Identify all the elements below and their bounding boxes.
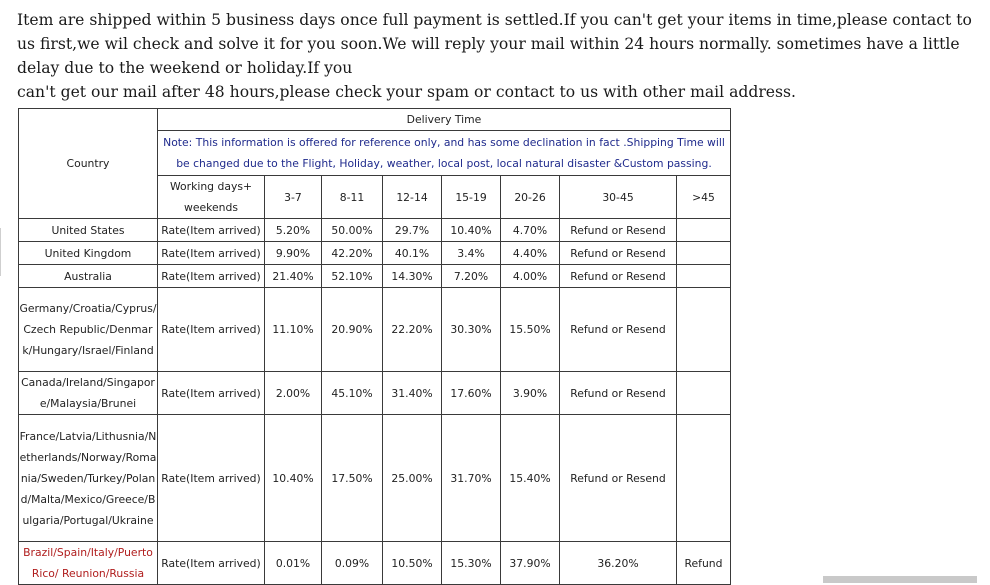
value-cell — [677, 288, 731, 372]
range-header: 30-45 — [560, 176, 677, 219]
value-cell: 17.50% — [322, 415, 383, 542]
value-cell: Refund or Resend — [560, 415, 677, 542]
delivery-time-table — [18, 108, 731, 585]
table-row — [19, 265, 731, 288]
value-cell: 4.40% — [501, 242, 560, 265]
value-cell: 22.20% — [383, 288, 442, 372]
value-cell: 0.01% — [265, 542, 322, 585]
value-cell: 21.40% — [265, 265, 322, 288]
value-cell — [677, 372, 731, 415]
value-cell: 0.09% — [322, 542, 383, 585]
value-cell — [677, 242, 731, 265]
range-header: >45 — [677, 176, 731, 219]
intro-paragraph-2: can't get our mail after 48 hours,please check your spam or contact to us with other mail address. — [17, 83, 796, 101]
rate-label-cell: Rate(Item arrived) — [158, 265, 265, 288]
value-cell: 29.7% — [383, 219, 442, 242]
table-row — [19, 288, 731, 372]
value-cell — [677, 265, 731, 288]
value-cell: Refund or Resend — [560, 288, 677, 372]
rate-label-cell: Rate(Item arrived) — [158, 242, 265, 265]
value-cell: 42.20% — [322, 242, 383, 265]
value-cell: 3.4% — [442, 242, 501, 265]
range-header: 15-19 — [442, 176, 501, 219]
range-header: 8-11 — [322, 176, 383, 219]
value-cell: 52.10% — [322, 265, 383, 288]
value-cell: 30.30% — [442, 288, 501, 372]
value-cell: 25.00% — [383, 415, 442, 542]
value-cell: 15.30% — [442, 542, 501, 585]
rate-label-cell: Rate(Item arrived) — [158, 219, 265, 242]
country-header: Country — [19, 109, 158, 219]
table-row — [19, 542, 731, 585]
value-cell: 31.40% — [383, 372, 442, 415]
value-cell: 50.00% — [322, 219, 383, 242]
country-cell: United Kingdom — [19, 242, 158, 265]
rate-label-cell: Rate(Item arrived) — [158, 542, 265, 585]
value-cell: 14.30% — [383, 265, 442, 288]
table-row — [19, 242, 731, 265]
range-header: 20-26 — [501, 176, 560, 219]
delivery-time-header: Delivery Time — [158, 109, 731, 131]
value-cell: 15.40% — [501, 415, 560, 542]
country-cell: Australia — [19, 265, 158, 288]
value-cell: Refund or Resend — [560, 242, 677, 265]
intro-paragraph-1: Item are shipped within 5 business days once full payment is settled.If you can't get your items in time,please contact to us first,we wil check and solve it for you soon.We will reply your mail within 24 hours normally. sometimes have a little delay due to the weekend or holiday.If you — [17, 11, 972, 77]
value-cell: Refund or Resend — [560, 372, 677, 415]
value-cell: 37.90% — [501, 542, 560, 585]
shipping-intro — [17, 8, 982, 104]
value-cell: 45.10% — [322, 372, 383, 415]
working-days-label: Working days+ weekends — [158, 176, 265, 219]
value-cell: 4.00% — [501, 265, 560, 288]
country-cell: Germany/Croatia/Cyprus/Czech Republic/Denmark/Hungary/Israel/Finland — [19, 288, 158, 372]
value-cell: 15.50% — [501, 288, 560, 372]
range-header: 12-14 — [383, 176, 442, 219]
value-cell: 2.00% — [265, 372, 322, 415]
value-cell: Refund or Resend — [560, 265, 677, 288]
value-cell: 10.40% — [442, 219, 501, 242]
reference-note: Note: This information is offered for reference only, and has some declination in fact .Shipping Time will be changed due to the Flight, Holiday, weather, local post, local natural disaster &Custom passing. — [158, 131, 731, 176]
value-cell: Refund — [677, 542, 731, 585]
value-cell: 10.50% — [383, 542, 442, 585]
country-cell: Brazil/Spain/Italy/Puerto Rico/ Reunion/Russia — [19, 542, 158, 585]
value-cell: 4.70% — [501, 219, 560, 242]
country-cell: Canada/Ireland/Singapore/Malaysia/Brunei — [19, 372, 158, 415]
value-cell — [677, 219, 731, 242]
scroll-indicator — [823, 576, 977, 583]
table-row — [19, 372, 731, 415]
value-cell: 20.90% — [322, 288, 383, 372]
rate-label-cell: Rate(Item arrived) — [158, 415, 265, 542]
value-cell: 40.1% — [383, 242, 442, 265]
value-cell: 3.90% — [501, 372, 560, 415]
value-cell: 9.90% — [265, 242, 322, 265]
value-cell: 10.40% — [265, 415, 322, 542]
value-cell: 31.70% — [442, 415, 501, 542]
table-row — [19, 415, 731, 542]
value-cell: 36.20% — [560, 542, 677, 585]
value-cell: Refund or Resend — [560, 219, 677, 242]
value-cell: 17.60% — [442, 372, 501, 415]
table-row — [19, 219, 731, 242]
value-cell — [677, 415, 731, 542]
range-header: 3-7 — [265, 176, 322, 219]
value-cell: 5.20% — [265, 219, 322, 242]
country-cell: France/Latvia/Lithusnia/Netherlands/Norway/Romania/Sweden/Turkey/Poland/Malta/Mexico/Greece/Bulgaria/Portugal/Ukraine — [19, 415, 158, 542]
value-cell: 11.10% — [265, 288, 322, 372]
rate-label-cell: Rate(Item arrived) — [158, 288, 265, 372]
value-cell: 7.20% — [442, 265, 501, 288]
rate-label-cell: Rate(Item arrived) — [158, 372, 265, 415]
left-edge-mark — [0, 228, 4, 276]
country-cell: United States — [19, 219, 158, 242]
